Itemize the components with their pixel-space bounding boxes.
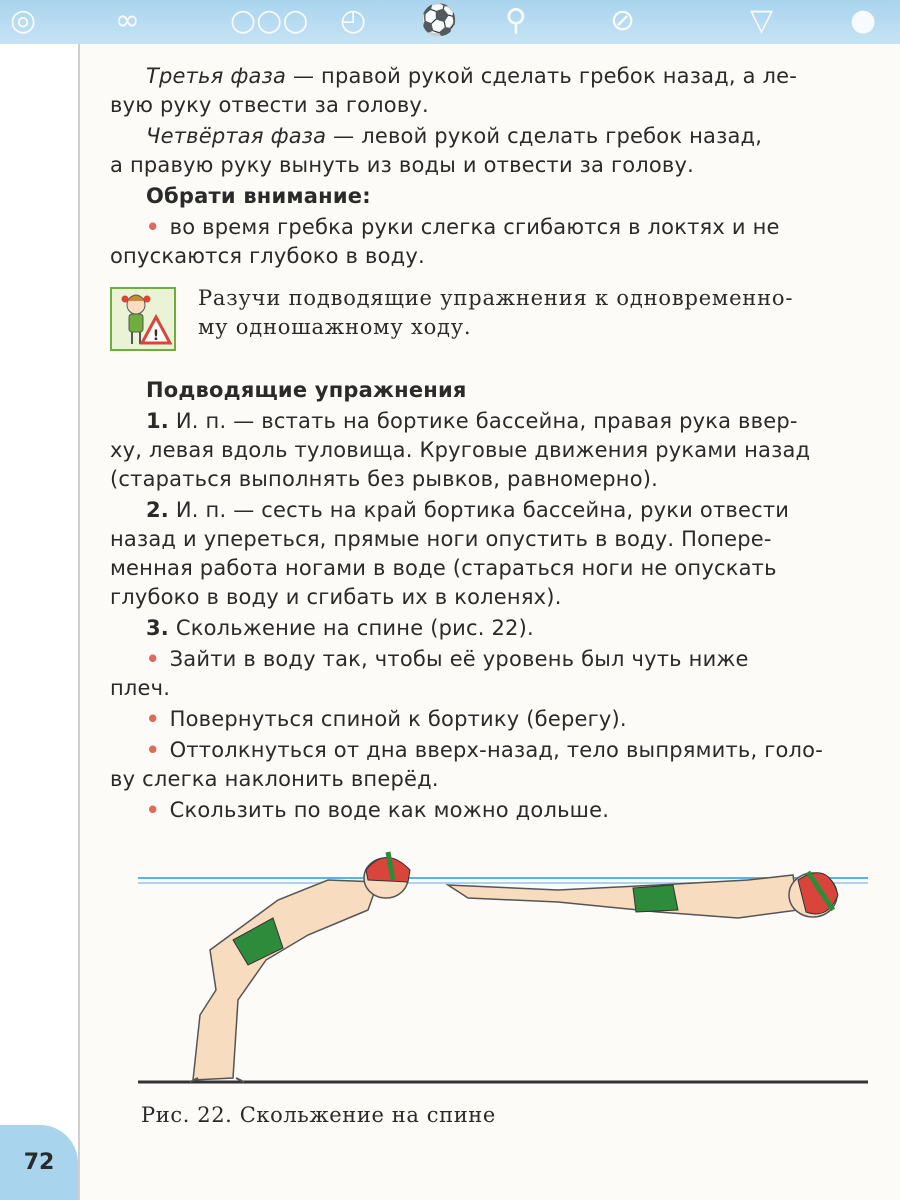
bullet-text: Оттолкнуться от дна вверх-назад, тело выпрямить, голо- xyxy=(169,738,823,762)
figure-caption: Рис. 22. Скольжение на спине xyxy=(141,1103,496,1127)
bullet-text-cont: плеч. xyxy=(110,676,171,700)
exercises-heading: Подводящие упражнения xyxy=(146,378,467,402)
exercises-section xyxy=(110,376,872,825)
basket-icon: ▽ xyxy=(750,3,774,38)
attention-bullet xyxy=(110,213,872,271)
exercise-text: И. п. — сесть на край бортика бассейна, руки отвести xyxy=(169,498,790,522)
third-phase-text-cont: вую руку отвести за голову. xyxy=(110,93,429,117)
exercise-item-3 xyxy=(110,614,872,643)
stopwatch-icon: ◴ xyxy=(340,3,367,38)
fourth-phase-paragraph xyxy=(110,122,872,180)
exercise-number: 3. xyxy=(146,616,169,640)
exercise-bullet xyxy=(110,736,872,794)
attention-heading: Обрати внимание: xyxy=(146,184,371,208)
exercise-text-cont: глубоко в воду и сгибать их в коленях). xyxy=(110,585,562,609)
phases-section xyxy=(110,62,872,271)
exercise-bullet xyxy=(110,705,872,734)
exercise-number: 2. xyxy=(146,498,169,522)
bullet-dot-icon: • xyxy=(146,738,160,762)
exercise-item-2 xyxy=(110,496,872,612)
bullet-dot-icon: • xyxy=(146,215,160,239)
exercise-text-cont: ху, левая вдоль туловища. Круговые движения руками назад xyxy=(110,438,811,462)
fourth-phase-text: — левой рукой сделать гребок назад, xyxy=(326,124,763,148)
page-number: 72 xyxy=(0,1125,78,1200)
page-margin xyxy=(0,0,80,1200)
target-icon: ◎ xyxy=(10,3,37,38)
sports-banner xyxy=(0,0,900,44)
ball-icon: ⚽ xyxy=(420,3,458,38)
svg-text:!: ! xyxy=(152,328,160,344)
exercise-text: Скольжение на спине (рис. 22). xyxy=(169,616,534,640)
fourth-phase-term: Четвёртая фаза xyxy=(146,124,327,148)
exercise-number: 1. xyxy=(146,409,169,433)
task-text-line1: Разучи подводящие упражнения к одновременно- xyxy=(198,286,794,310)
task-icon-box xyxy=(110,287,176,351)
bullet-dot-icon: • xyxy=(146,707,160,731)
exercise-bullet xyxy=(110,796,872,825)
bullet-text: Повернуться спиной к бортику (берегу). xyxy=(169,707,627,731)
shuttlecock-icon: ⚲ xyxy=(505,3,527,38)
bullet-dot-icon: • xyxy=(146,647,160,671)
exercise-text-cont: назад и упереться, прямые ноги опустить в воду. Попере- xyxy=(110,527,772,551)
exercise-text-cont: менная работа ногами в воде (стараться ноги не опускать xyxy=(110,556,777,580)
exercise-text-cont: (стараться выполнять без рывков, равномерно). xyxy=(110,467,659,491)
olympic-rings-icon: ○○○ xyxy=(230,3,309,38)
figure-22 xyxy=(138,840,868,1090)
exercise-bullet xyxy=(110,645,872,703)
task-text xyxy=(198,284,872,342)
swimmer-pushing-off xyxy=(190,852,410,1082)
attention-bullet-text: во время гребка руки слегка сгибаются в локтях и не xyxy=(169,215,780,239)
bullet-text-cont: ву слегка наклонить вперёд. xyxy=(110,767,439,791)
fourth-phase-text-cont: а правую руку вынуть из воды и отвести за голову. xyxy=(110,153,695,177)
task-text-line2: му одношажному ходу. xyxy=(198,315,472,339)
gliding-on-back-illustration xyxy=(138,840,868,1090)
bullet-text: Скользить по воде как можно дольше. xyxy=(169,798,610,822)
third-phase-paragraph xyxy=(110,62,872,120)
third-phase-text: — правой рукой сделать гребок назад, а ле- xyxy=(286,64,798,88)
racket-icon: ⊘ xyxy=(610,3,636,38)
bullet-dot-icon: • xyxy=(146,798,160,822)
girl-with-warning-sign-icon xyxy=(112,289,174,349)
third-phase-term: Третья фаза xyxy=(146,64,287,88)
attention-bullet-text-cont: опускаются глубоко в воду. xyxy=(110,244,425,268)
exercise-text: И. п. — встать на бортике бассейна, правая рука ввер- xyxy=(169,409,798,433)
paddle-icon: ● xyxy=(850,3,877,38)
bullet-text: Зайти в воду так, чтобы её уровень был чуть ниже xyxy=(169,647,749,671)
exercise-item-1 xyxy=(110,407,872,494)
goggles-icon: ∞ xyxy=(115,3,140,38)
